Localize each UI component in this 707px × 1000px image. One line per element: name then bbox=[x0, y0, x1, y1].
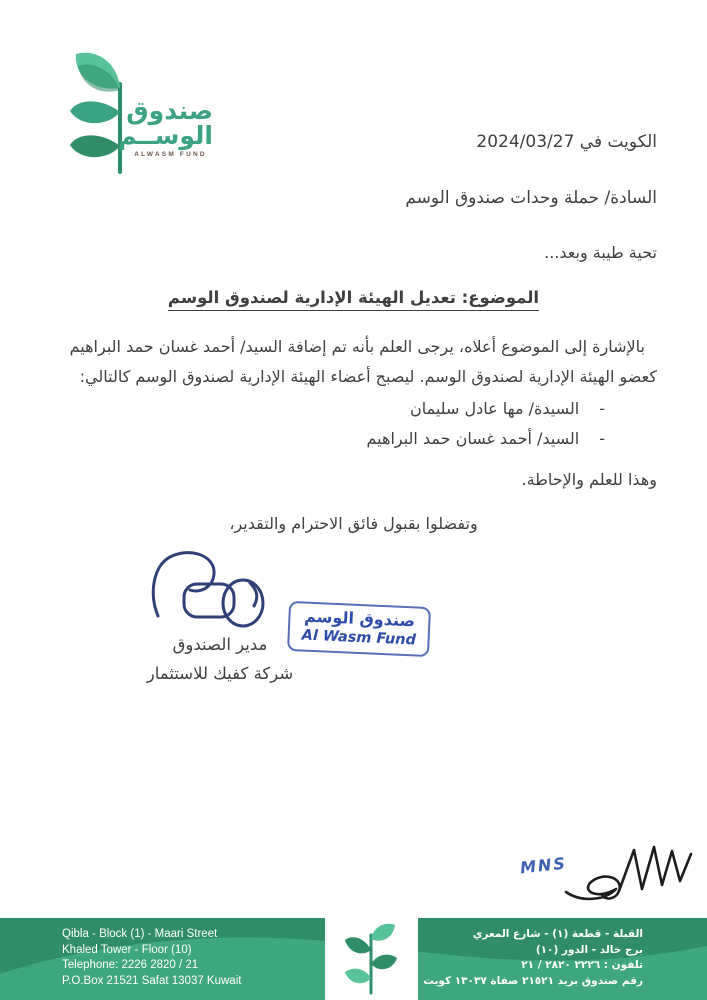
signatory-block bbox=[125, 630, 315, 688]
manager-signature-scribble-icon bbox=[148, 550, 285, 632]
subject-line: الموضوع: تعديل الهيئة الإدارية لصندوق الوسم bbox=[168, 288, 539, 311]
footer-en-line: P.O.Box 21521 Safat 13037 Kuwait bbox=[62, 974, 242, 987]
list-marker: - bbox=[599, 399, 605, 418]
stamp-arabic-text: صندوق الوسم bbox=[303, 606, 416, 631]
footer-address-en bbox=[62, 927, 241, 989]
member-name: السيد/ أحمد غسان حمد البراهيم bbox=[366, 429, 580, 448]
footer-ar-line: برج خالد - الدور (١٠) bbox=[535, 943, 643, 956]
closing-line: وتفضلوا بقبول فائق الاحترام والتقدير، bbox=[229, 514, 478, 533]
signatory-title: مدير الصندوق bbox=[172, 635, 268, 654]
body-paragraph: بالإشارة إلى الموضوع أعلاه، يرجى العلم بأنه تم إضافة السيد/ أحمد غسان حمد البراهيم كعضو الهيئة الإدارية لصندوق الوسم. ليصبح أعضاء الهيئة الإدارية لصندوق الوسم كالتالي: bbox=[69, 337, 657, 386]
footer-ar-line: رقم صندوق بريد ٢١٥٢١ صفاة ١٣٠٣٧ كويت bbox=[423, 974, 643, 987]
footer-ar-line: القبلة - قطعة (١) - شارع المعري bbox=[472, 928, 643, 940]
secondary-signature-scribble-icon bbox=[560, 838, 707, 910]
subject-wrap bbox=[0, 288, 707, 311]
list-item bbox=[367, 424, 605, 454]
logo-subtitle: ALWASM FUND bbox=[134, 151, 207, 158]
footer-en-line: Qibla - Block (1) - Maari Street bbox=[62, 928, 218, 940]
greeting-line: تحية طيبة وبعد... bbox=[544, 243, 657, 262]
addressee-line: السادة/ حملة وحدات صندوق الوسم bbox=[405, 188, 657, 208]
sprout-icon bbox=[336, 923, 406, 997]
footer bbox=[0, 918, 707, 1000]
member-name: السيدة/ مها عادل سليمان bbox=[409, 399, 580, 418]
logo-title-line2: الوســم bbox=[118, 121, 213, 150]
footer-ar-line: تلفون : ٢٢٢٦ ٢٨٢٠ / ٢١ bbox=[521, 959, 643, 971]
list-marker: - bbox=[599, 429, 605, 448]
footer-en-line: Telephone: 2226 2820 / 21 bbox=[62, 959, 199, 971]
list-item bbox=[367, 394, 605, 424]
members-list bbox=[367, 394, 605, 454]
note-line: وهذا للعلم والإحاطة. bbox=[521, 470, 657, 489]
initials-annotation: MNS bbox=[519, 853, 568, 878]
date-line: الكويت في 2024/03/27 bbox=[476, 132, 657, 152]
footer-logo-strip bbox=[325, 918, 418, 1000]
stamp-english-text: Al Wasm Fund bbox=[301, 627, 417, 649]
footer-en-line: Khaled Tower - Floor (10) bbox=[62, 943, 192, 956]
footer-address-ar bbox=[423, 927, 643, 989]
signatory-company: شركة كفيك للاستثمار bbox=[146, 664, 294, 683]
logo-title-line1: صندوق bbox=[126, 96, 213, 125]
letterhead-logo bbox=[28, 50, 213, 180]
